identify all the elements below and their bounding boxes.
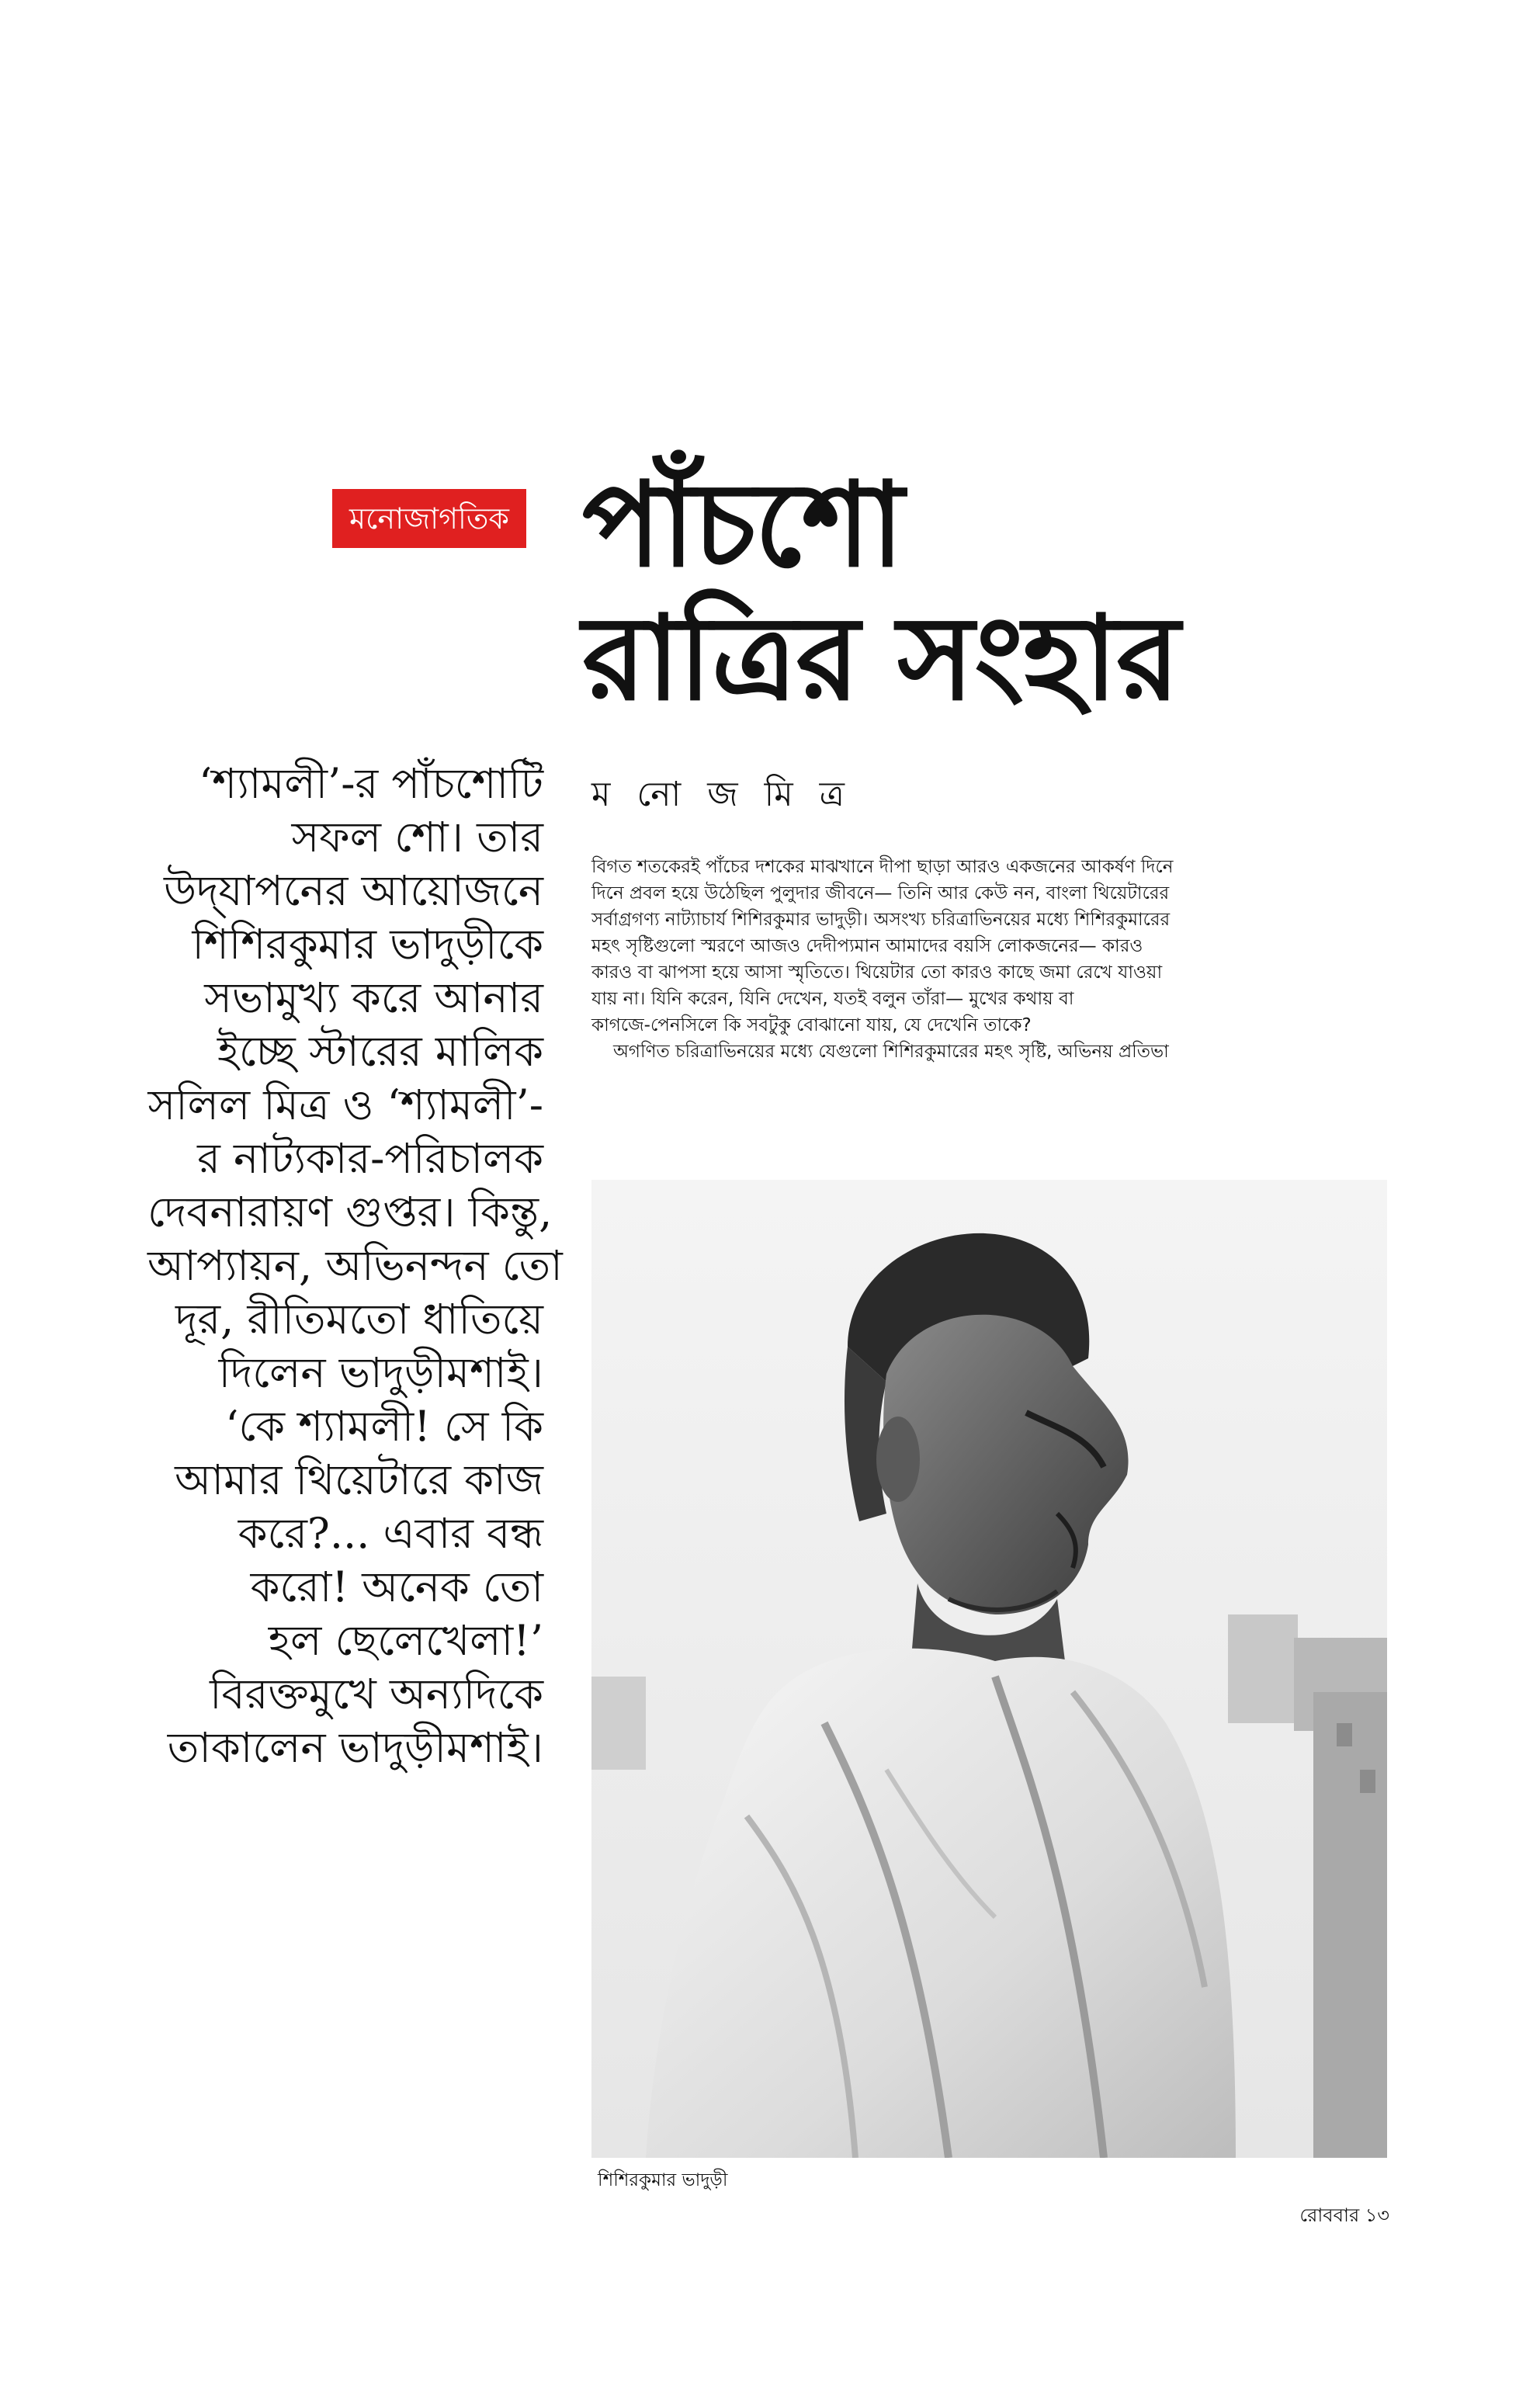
pullquote-line: সলিল মিত্র ও ‘শ্যামলী’- (147, 1080, 543, 1129)
pullquote (147, 757, 563, 1774)
body-line: দিনে প্রবল হয়ে উঠেছিল পুলুদার জীবনে— তিনি আর কেউ নন, বাংলা থিয়েটারের (591, 883, 1170, 903)
section-tag: মনোজাগতিক (332, 489, 526, 548)
pullquote-line: তাকালেন ভাদুড়ীমশাই। (167, 1723, 543, 1772)
pullquote-line: শিশিরকুমার ভাদুড়ীকে (192, 920, 543, 969)
pullquote-line: করে?... এবার বন্ধ (238, 1509, 543, 1558)
pullquote-line: দেবনারায়ণ গুপ্তর। কিন্তু, (147, 1188, 553, 1236)
byline: ম নো জ মি ত্র (591, 775, 852, 814)
body-line: মহৎ সৃষ্টিগুলো স্মরণে আজও দেদীপ্যমান আমাদের বয়সি লোকজনের— কারও (591, 936, 1143, 956)
body-line: কাগজে-পেনসিলে কি সবটুকু বোঝানো যায়, যে দেখেনি তাকে? (591, 1015, 1032, 1035)
pullquote-line: দিলেন ভাদুড়ীমশাই। (218, 1348, 543, 1397)
photo-caption: শিশিরকুমার ভাদুড়ী (598, 2170, 728, 2190)
article-body (591, 854, 1399, 1065)
pullquote-line: ইচ্ছে স্টারের মালিক (217, 1027, 543, 1076)
pullquote-line: সভামুখ্য করে আনার (204, 973, 543, 1022)
headline (582, 458, 1436, 725)
pullquote-line: সফল শো। তার (291, 813, 543, 862)
body-line: কারও বা ঝাপসা হয়ে আসা স্মৃতিতে। থিয়েটার তো কারও কাছে জমা রেখে যাওয়া (591, 962, 1163, 983)
body-line-indented: অগণিত চরিত্রাভিনয়ের মধ্যে যেগুলো শিশিরকুমারের মহৎ সৃষ্টি, অভিনয় প্রতিভা (613, 1042, 1169, 1062)
body-line: যায় না। যিনি করেন, যিনি দেখেন, যতই বলুন তাঁরা— মুখের কথায় বা (591, 989, 1074, 1009)
pullquote-line: ‘শ্যামলী’-র পাঁচশোটি (198, 759, 543, 808)
pullquote-line: করো! অনেক তো (250, 1562, 543, 1611)
headline-line-1: পাঁচশো (582, 456, 903, 593)
pullquote-line: র নাট্যকার-পরিচালক (197, 1134, 543, 1183)
pullquote-line: ‘কে শ্যামলী! সে কি (225, 1402, 543, 1451)
portrait-photo (591, 1180, 1387, 2158)
pullquote-line: উদ্‌যাপনের আয়োজনে (163, 866, 543, 915)
pullquote-line: আপ্যায়ন, অভিনন্দন তো (147, 1241, 563, 1290)
pullquote-line: আমার থিয়েটারে কাজ (175, 1455, 543, 1504)
body-line: সর্বাগ্রগণ্য নাট্যাচার্য শিশিরকুমার ভাদুড়ী। অসংখ্য চরিত্রাভিনয়ের মধ্যে শিশিরকুমারের (591, 910, 1171, 930)
pullquote-line: বিরক্তমুখে অন্যদিকে (210, 1670, 543, 1718)
pullquote-line: দূর, রীতিমতো ধাতিয়ে (175, 1295, 543, 1344)
body-line: বিগত শতকেরই পাঁচের দশকের মাঝখানে দীপা ছাড়া আরও একজনের আকর্ষণ দিনে (591, 857, 1174, 877)
portrait-illustration (591, 1180, 1387, 2158)
headline-line-2: রাত্রির সংহার (582, 590, 1179, 727)
page-folio: রোববার ১৩ (1299, 2204, 1389, 2226)
pullquote-line: হল ছেলেখেলা!’ (268, 1616, 543, 1665)
